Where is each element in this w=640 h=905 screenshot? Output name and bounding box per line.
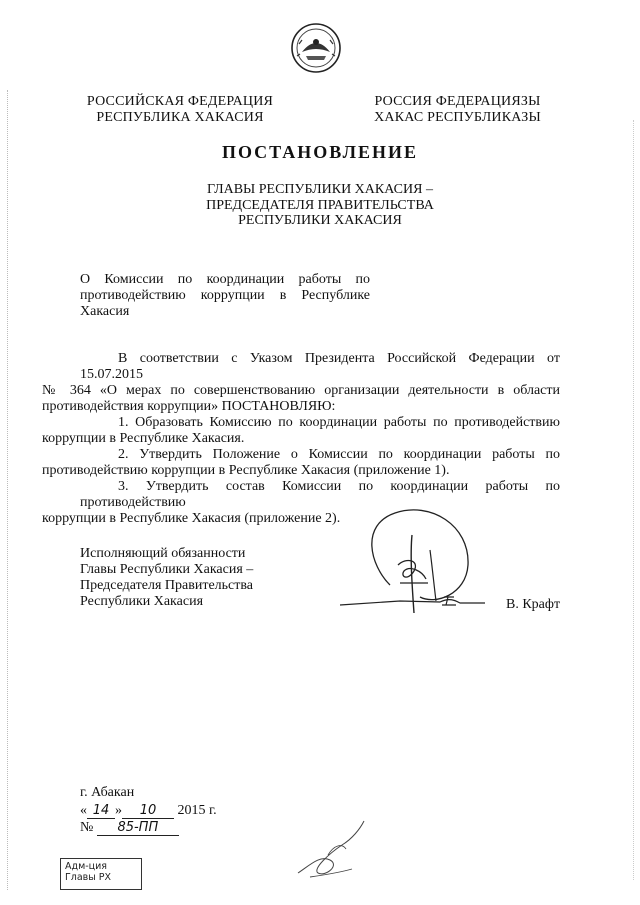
- subject-line2: противодействию коррупции в Республике: [80, 288, 370, 303]
- body-p2-line2: коррупции в Республике Хакасия.: [42, 431, 245, 446]
- body-p4-line2: коррупции в Республике Хакасия (приложение 2).: [42, 511, 341, 526]
- scan-edge-right: [633, 120, 635, 880]
- date-year: 2015 г.: [177, 803, 217, 818]
- document-subtitle: [120, 182, 520, 229]
- handwritten-signature: [340, 505, 490, 620]
- header-left: [80, 94, 280, 126]
- number-label: №: [80, 820, 94, 835]
- body-paragraph-1: [42, 351, 560, 415]
- initial-signature: [290, 815, 370, 885]
- signatory-line3: Председателя Правительства: [80, 578, 254, 593]
- coat-of-arms-icon: [290, 22, 342, 74]
- document-title: ПОСТАНОВЛЕНИЕ: [221, 142, 419, 162]
- subtitle-line2: ПРЕДСЕДАТЕЛЯ ПРАВИТЕЛЬСТВА: [206, 197, 434, 213]
- signatory-line2: Главы Республики Хакасия –: [80, 562, 254, 577]
- header-right-line1: РОССИЯ ФЕДЕРАЦИЯЗЫ: [374, 94, 541, 109]
- body-p1-line1: В соответствии с Указом Президента Российской Федерации от 15.07.2015: [80, 351, 560, 382]
- scan-edge-left: [7, 90, 9, 890]
- body-p1-line3: противодействия коррупции» ПОСТАНОВЛЯЮ:: [42, 399, 336, 414]
- stamp-line1: Адм-ция: [65, 861, 108, 872]
- body-p4-line1: 3. Утвердить состав Комиссии по координации работы по противодействию: [80, 479, 560, 510]
- issue-date: [80, 803, 280, 819]
- body-paragraph-2: [42, 415, 560, 447]
- date-month: 10: [122, 803, 174, 819]
- body-p1-line2: № 364 «О мерах по совершенствованию организации деятельности в области: [42, 383, 560, 398]
- header-right: [370, 94, 545, 126]
- signatory-title: [80, 546, 300, 610]
- number-value: 85-ПП: [97, 820, 179, 836]
- body-p2-line1: 1. Образовать Комиссию по координации работы по противодействию: [118, 415, 560, 430]
- body-p3-line2: противодействию коррупции в Республике Хакасия (приложение 1).: [42, 463, 450, 478]
- header-right-line2: ХАКАС РЕСПУБЛИКАЗЫ: [374, 110, 541, 125]
- body-p3-line1: 2. Утвердить Положение о Комиссии по координации работы по: [118, 447, 560, 462]
- document-subject: [80, 272, 370, 320]
- signatory-name: В. Крафт: [506, 597, 561, 612]
- stamp-line2: Главы РХ: [65, 872, 112, 883]
- header-left-line2: РЕСПУБЛИКА ХАКАСИЯ: [96, 110, 264, 125]
- document-body: [42, 351, 560, 527]
- signatory-line1: Исполняющий обязанности: [80, 546, 246, 561]
- date-day: 14: [87, 803, 115, 819]
- subtitle-line3: РЕСПУБЛИКИ ХАКАСИЯ: [238, 213, 402, 228]
- signatory-line4: Республики Хакасия: [80, 594, 204, 609]
- subtitle-line1: ГЛАВЫ РЕСПУБЛИКИ ХАКАСИЯ –: [207, 182, 433, 197]
- body-paragraph-3: [42, 447, 560, 479]
- header-left-line1: РОССИЙСКАЯ ФЕДЕРАЦИЯ: [86, 94, 274, 109]
- date-quote-close: »: [115, 803, 122, 818]
- document-number: [80, 820, 280, 836]
- subject-line1: О Комиссии по координации работы по: [80, 272, 370, 287]
- place-of-issue: г. Абакан: [80, 785, 135, 800]
- registration-stamp: [60, 858, 142, 890]
- date-quote-open: «: [80, 803, 87, 818]
- subject-line3: Хакасия: [80, 304, 130, 319]
